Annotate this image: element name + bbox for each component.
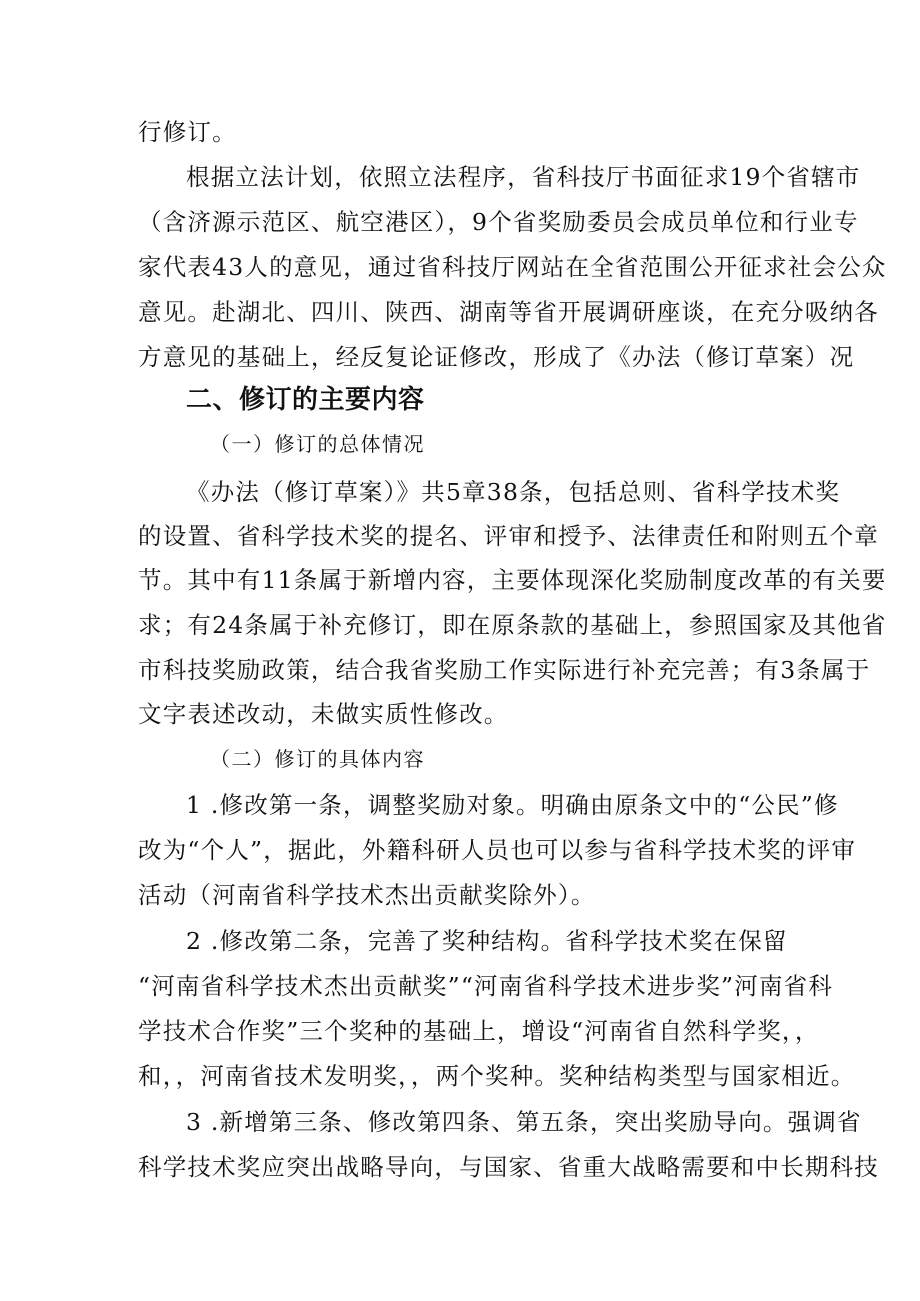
text-line: 方意见的基础上，经反复论证修改，形成了《办法（修订草案）况 [138, 343, 855, 371]
text-line: 2 .修改第二条，完善了奖种结构。省科学技术奖在保留 [186, 927, 788, 955]
subsection-heading: （一）修订的总体情况 [210, 432, 425, 456]
text-line: “河南省科学技术杰出贡献奖”“河南省科学技术进步奖”河南省科 [138, 972, 834, 1000]
section-heading: 二、修订的主要内容 [186, 385, 425, 415]
text-line: 求；有24条属于补充修订，即在原条款的基础上，参照国家及其他省 [138, 611, 887, 639]
text-line: 的设置、省科学技术奖的提名、评审和授予、法律责任和附则五个章 [138, 522, 879, 550]
text-line: 科学技术奖应突出战略导向，与国家、省重大战略需要和中长期科技 [138, 1153, 879, 1181]
text-line: 和，，河南省技术发明奖，，两个奖种。奖种结构类型与国家相近。 [138, 1062, 856, 1090]
text-line: 根据立法计划，依照立法程序，省科技厅书面征求19个省辖市 [186, 163, 861, 191]
text-line: 《办法（修订草案）》共5章38条，包括总则、省科学技术奖 [186, 478, 841, 506]
text-line: 行修订。 [138, 118, 237, 146]
text-line: 活动（河南省科学技术杰出贡献奖除外）。 [138, 881, 596, 909]
text-line: 1 .修改第一条，调整奖励对象。明确由原条文中的“公民”修 [186, 791, 839, 819]
text-line: （含济源示范区、航空港区），9个省奖励委员会成员单位和行业专 [138, 208, 859, 236]
subsection-heading: （二）修订的具体内容 [210, 747, 425, 771]
text-line: 节。其中有11条属于新增内容，主要体现深化奖励制度改革的有关要 [138, 566, 887, 594]
text-line: 3 .新增第三条、修改第四条、第五条，突出奖励导向。强调省 [186, 1108, 862, 1136]
text-line: 文字表述改动，未做实质性修改。 [138, 700, 509, 728]
text-line: 改为“个人”，据此，外籍科研人员也可以参与省科学技术奖的评审 [138, 836, 857, 864]
text-line: 市科技奖励政策，结合我省奖励工作实际进行补充完善；有3条属于 [138, 656, 871, 684]
text-line: 意见。赴湖北、四川、陕西、湖南等省开展调研座谈，在充分吸纳各 [138, 298, 879, 326]
text-line: 学技术合作奖”三个奖种的基础上，增设“河南省自然科学奖，， [138, 1017, 820, 1045]
text-line: 家代表43人的意见，通过省科技厅网站在全省范围公开征求社会公众 [138, 253, 887, 281]
